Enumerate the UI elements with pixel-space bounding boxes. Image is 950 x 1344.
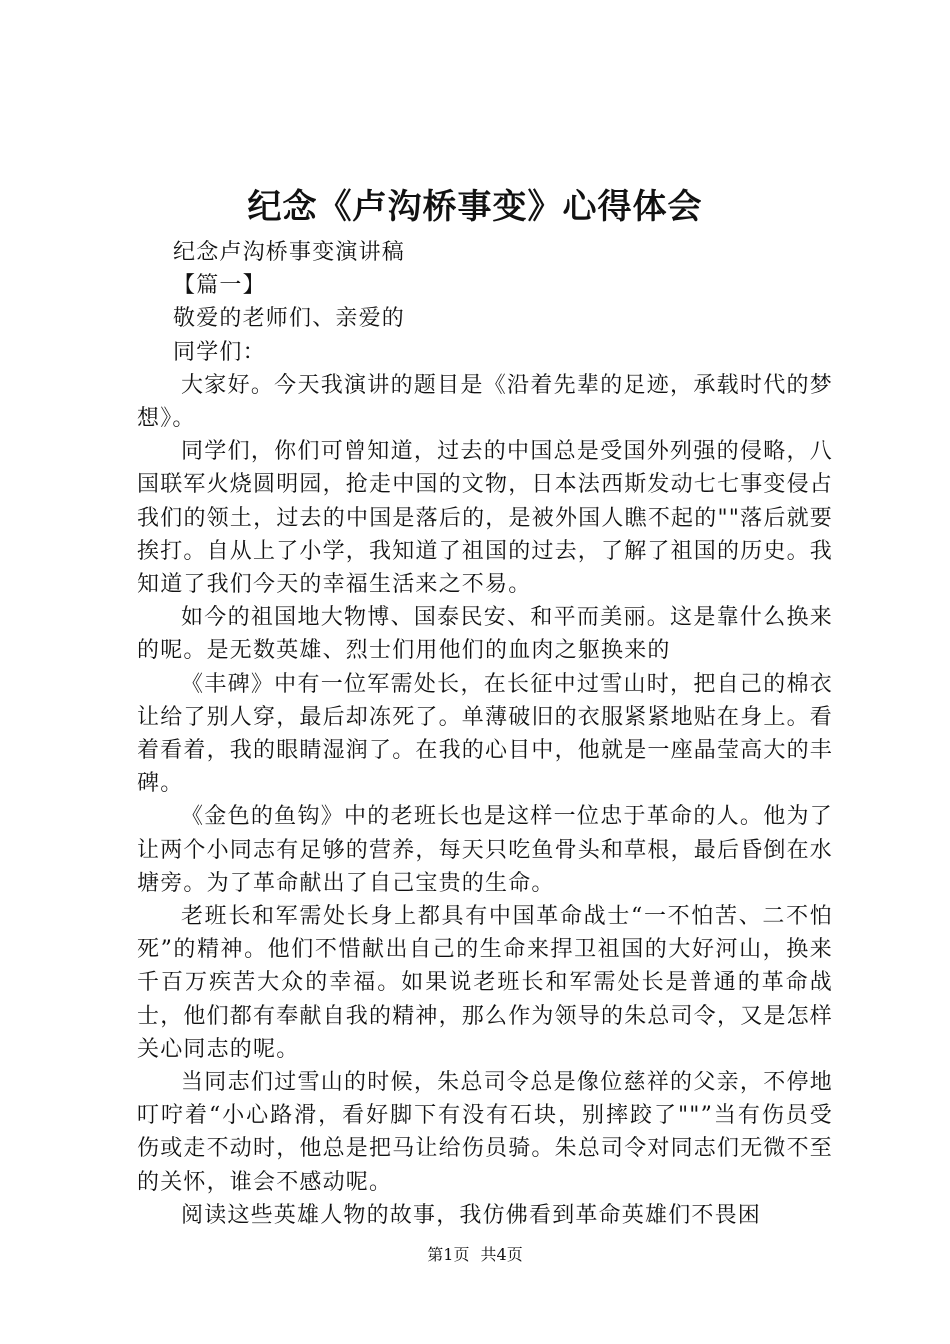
body-paragraph: 如今的祖国地大物博、国泰民安、和平而美丽。这是靠什么换来的呢。是无数英雄、烈士们用他们的血肉之躯换来的 [137,605,833,664]
body-paragraph: 当同志们过雪山的时候，朱总司令总是像位慈祥的父亲，不停地叮咛着“小心路滑，看好脚下有没有石块，别摔跤了""”当有伤员受伤或走不动时，他总是把马让给伤员骑。朱总司令对同志们无微不至的关怀，谁会不感动呢。 [137,1070,834,1195]
page-total: 共4页 [480,1245,523,1264]
body-paragraph: 《丰碑》中有一位军需处长，在长征中过雪山时，把自己的棉衣让给了别人穿，最后却冻死了。单薄破旧的衣服紧紧地贴在身上。看着看着，我的眼睛湿润了。在我的心目中，他就是一座晶莹高大的丰碑。 [137,671,834,797]
salutation-line: 同学们： [173,339,266,365]
body-paragraph: 大家好。今天我演讲的题目是《沿着先辈的足迹，承载时代的梦想》。 [137,372,833,432]
page-footer [0,1244,950,1266]
document-body [137,236,833,1232]
speech-title-line: 纪念卢沟桥事变演讲稿 [173,240,406,265]
document-title: 纪念《卢沟桥事变》心得体会 [247,187,703,227]
section-label: 【篇一】 [173,273,266,299]
body-paragraph: 老班长和军需处长身上都具有中国革命战士“一不怕苦、二不怕死”的精神。他们不惜献出自己的生命来捍卫祖国的大好河山，换来千百万疾苦大众的幸福。如果说老班长和军需处长是普通的革命战士，他们都有奉献自我的精神，那么作为领导的朱总司令，又是怎样关心同志的呢。 [137,904,834,1062]
body-paragraph: 《金色的鱼钩》中的老班长也是这样一位忠于革命的人。他为了让两个小同志有足够的营养，每天只吃鱼骨头和草根，最后昏倒在水塘旁。为了革命献出了自己宝贵的生命。 [137,804,834,896]
body-paragraph: 阅读这些英雄人物的故事，我仿佛看到革命英雄们不畏困 [181,1202,762,1228]
salutation-line: 敬爱的老师们、亲爱的 [173,306,406,332]
body-paragraph: 同学们，你们可曾知道，过去的中国总是受国外列强的侵略，八国联军火烧圆明园，抢走中国的文物，日本法西斯发动七七事变侵占我们的领土，过去的中国是落后的，是被外国人瞧不起的""落后就要挨打。自从上了小学，我知道了祖国的过去，了解了祖国的历史。我知道了我们今天的幸福生活来之不易。 [137,439,834,598]
page-number: 第1页 [427,1245,470,1264]
